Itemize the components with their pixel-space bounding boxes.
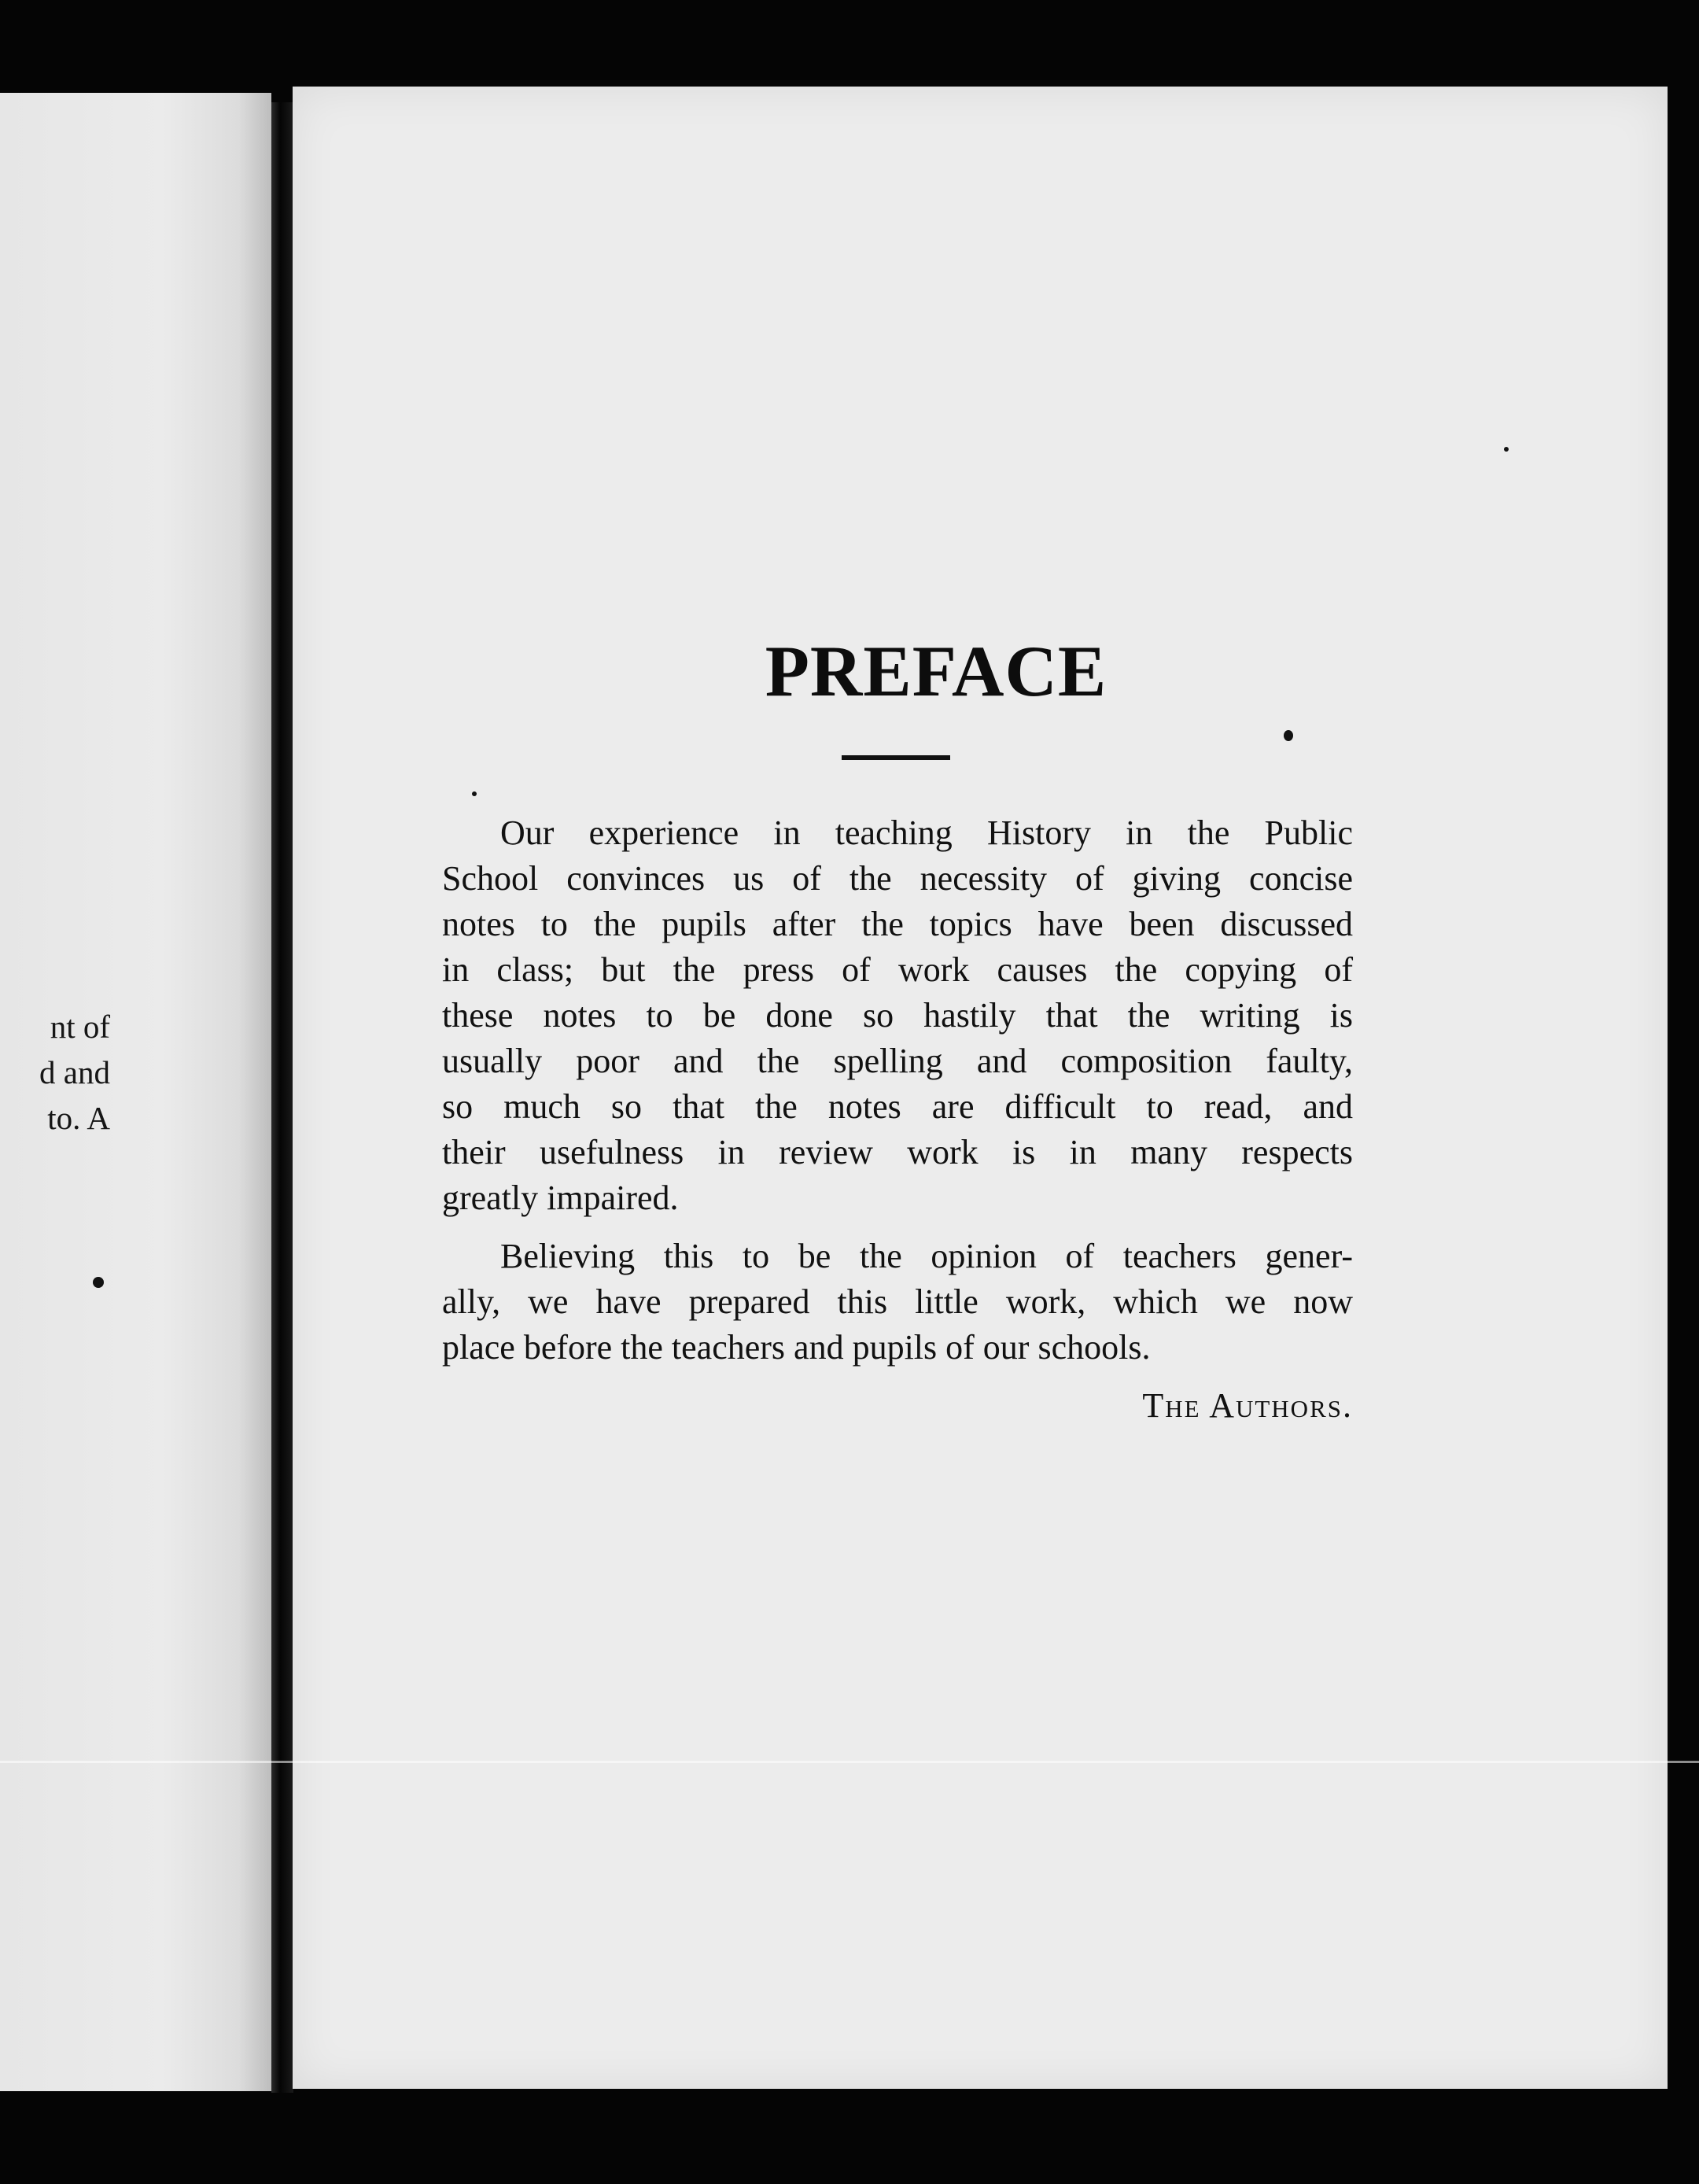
ink-speck — [1504, 447, 1509, 452]
text-line: Believing this to be the opinion of teachers gener- — [500, 1237, 1353, 1275]
text-line: Our experience in teaching History in the Public — [500, 813, 1353, 852]
book-spine-gutter — [271, 102, 293, 2093]
page-title: PREFACE — [765, 631, 1107, 711]
text-line: place before the teachers and pupils of our schools. — [442, 1328, 1151, 1367]
left-page — [0, 93, 271, 2091]
left-fragment-line: nt of — [50, 1009, 110, 1045]
text-line: usually poor and the spelling and composition faulty, — [442, 1042, 1353, 1080]
text-line: in class; but the press of work causes the copying of — [442, 950, 1353, 989]
text-line: so much so that the notes are difficult to read, and — [442, 1087, 1353, 1126]
ink-speck — [1284, 730, 1293, 741]
text-line: School convinces us of the necessity of giving concise — [442, 859, 1353, 898]
text-line: notes to the pupils after the topics have been discussed — [442, 905, 1353, 943]
text-line: ally, we have prepared this little work, which we now — [442, 1282, 1353, 1321]
paragraph-1 — [442, 810, 1353, 1221]
ink-speck — [472, 791, 477, 796]
ink-speck — [93, 1277, 104, 1288]
title-rule — [842, 755, 950, 760]
left-page-text-fragments — [0, 1004, 110, 1141]
text-line: their usefulness in review work is in many respects — [442, 1133, 1353, 1171]
paragraph-2 — [442, 1234, 1353, 1371]
left-fragment-line: to. A — [47, 1100, 110, 1136]
text-line: these notes to be done so hastily that the writing is — [442, 996, 1353, 1035]
signature: The Authors. — [1142, 1386, 1353, 1425]
preface-body — [442, 810, 1353, 1429]
left-fragment-line: d and — [39, 1054, 110, 1090]
text-line: greatly impaired. — [442, 1179, 679, 1217]
scan-artifact-line — [0, 1761, 1699, 1763]
